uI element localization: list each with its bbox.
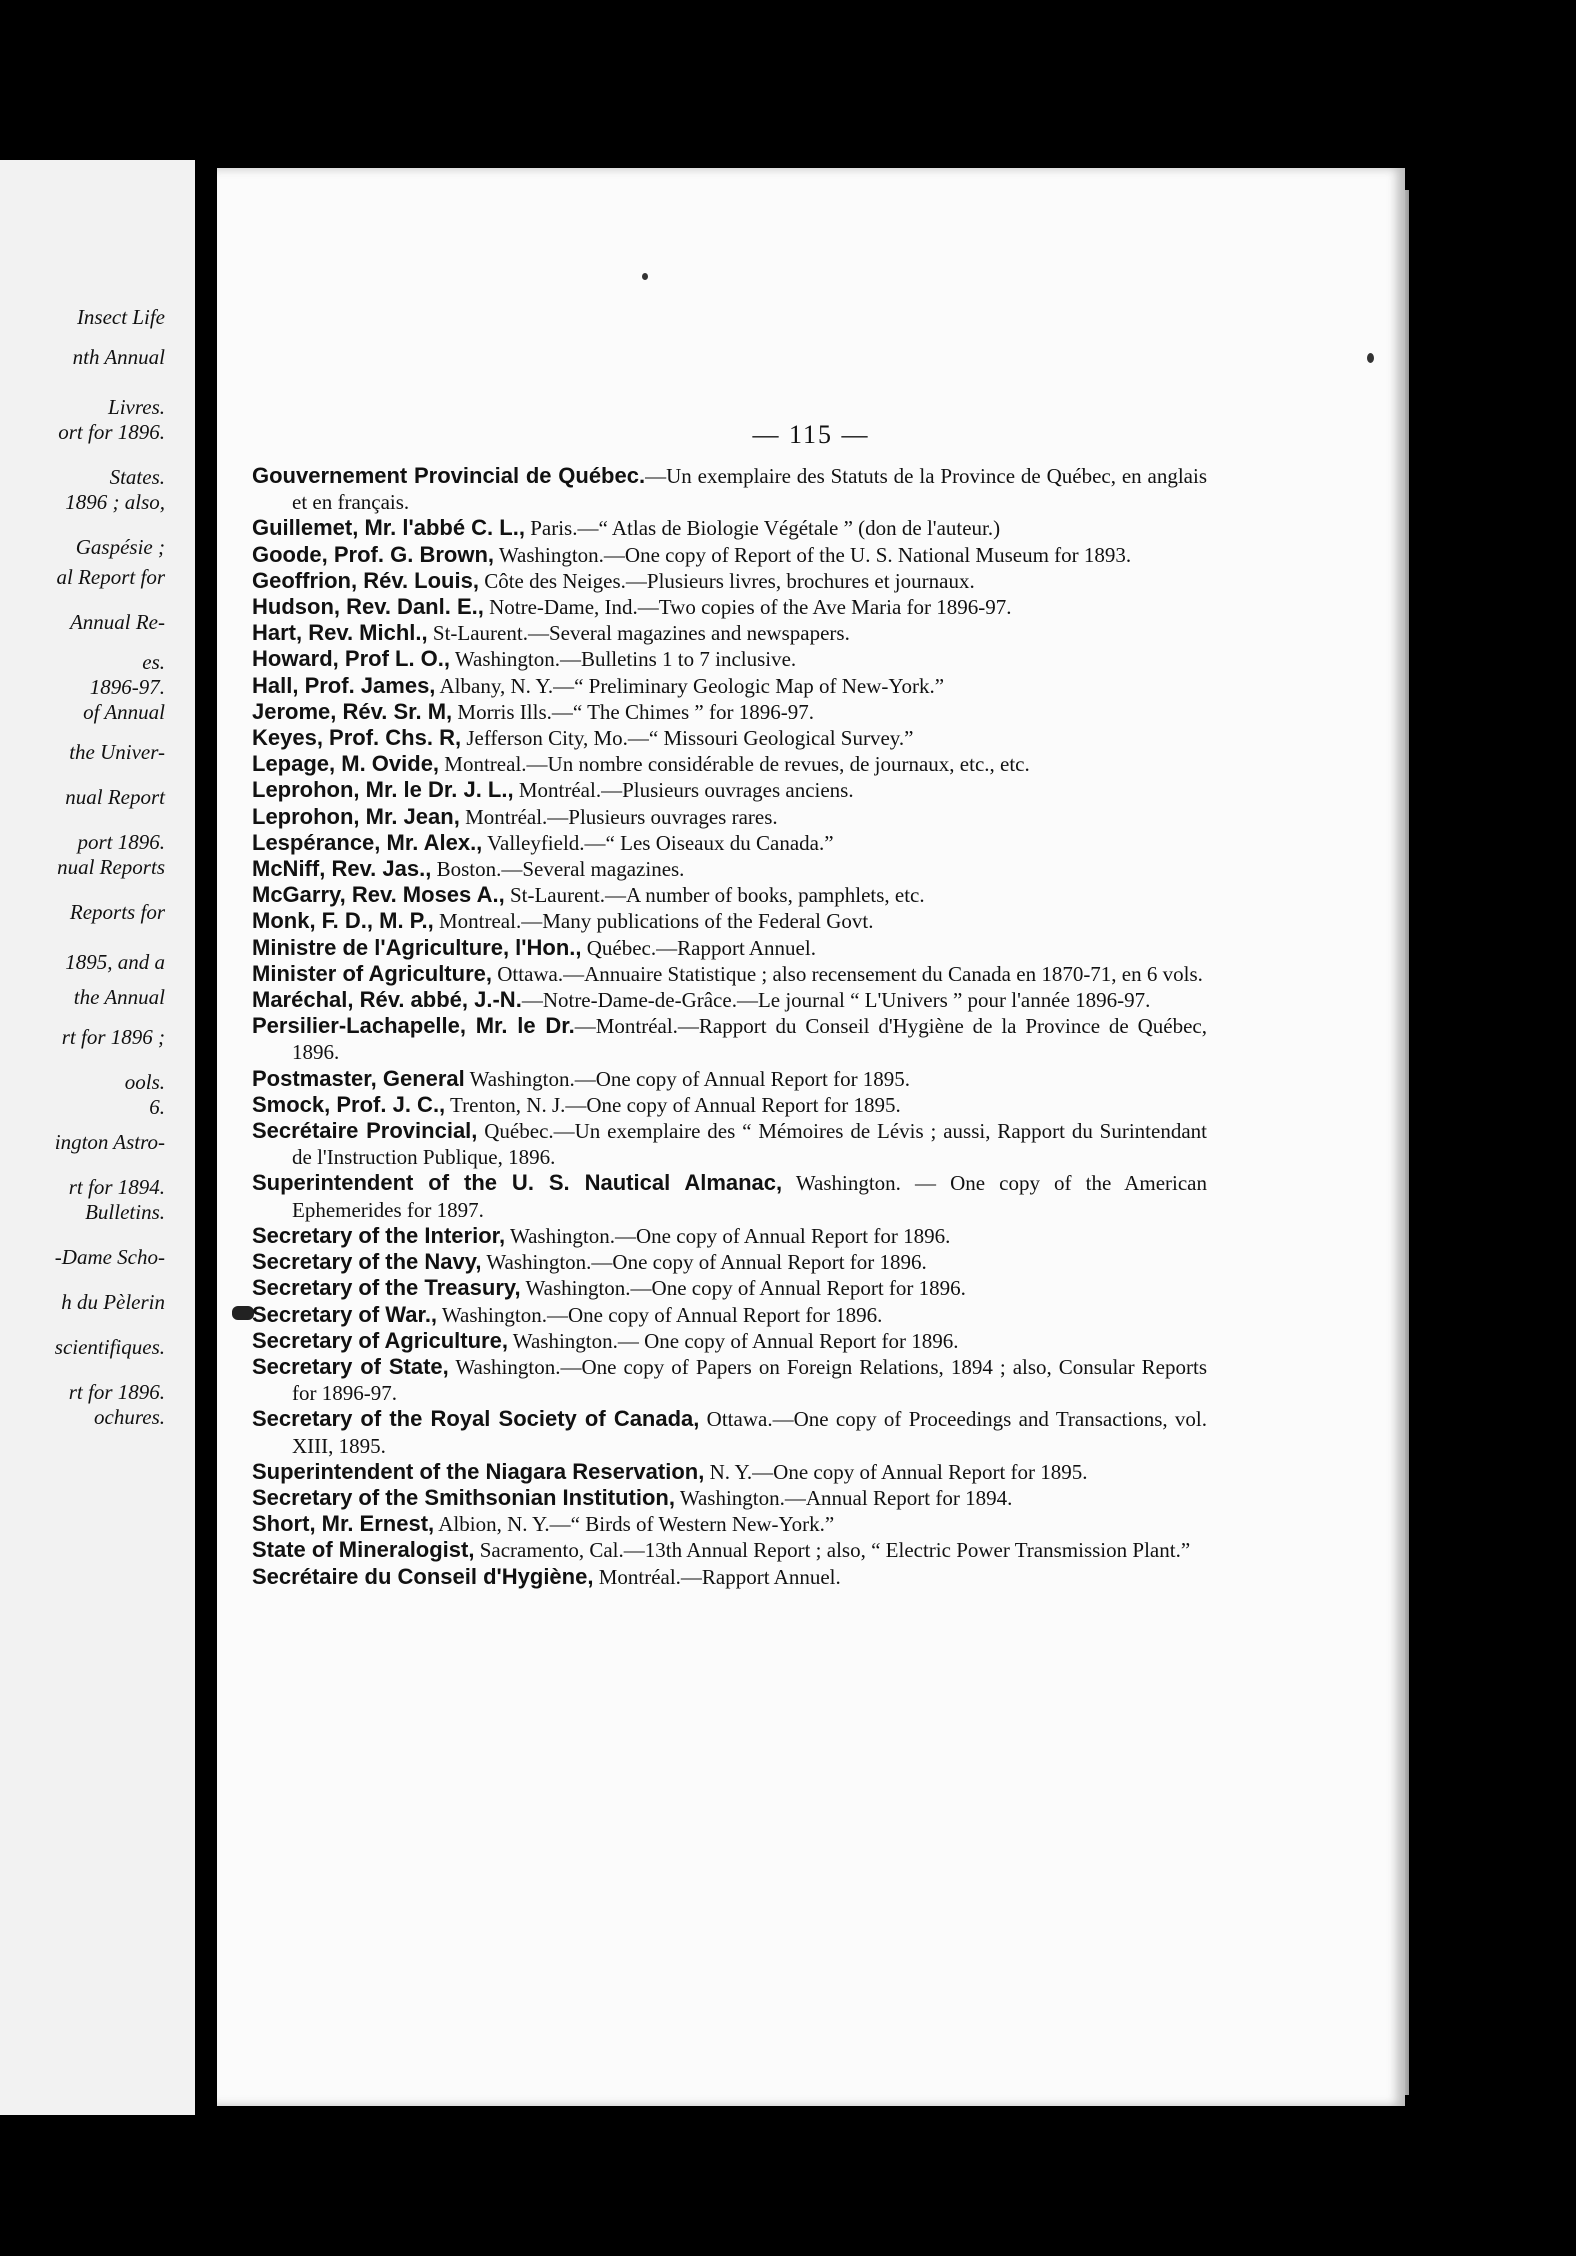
donor-name: Secretary of the Royal Society of Canada,	[252, 1406, 700, 1432]
donation-description: Côte des Neiges.—Plusieurs livres, brochures et journaux.	[478, 568, 975, 593]
donor-entry	[252, 1013, 1207, 1065]
donation-description: Sacramento, Cal.—13th Annual Report ; also, “ Electric Power Transmission Plant.”	[474, 1538, 1191, 1563]
donor-entry	[252, 463, 1207, 515]
donor-entry	[252, 935, 1207, 961]
donor-name: Howard, Prof L. O.,	[252, 646, 451, 672]
left-page-fragment: Annual Re-	[69, 610, 165, 634]
donor-entry	[252, 1170, 1207, 1222]
donor-entry	[252, 751, 1207, 777]
donation-description: Albion, N. Y.—“ Birds of Western New-York.”	[434, 1512, 835, 1537]
donor-name: Lespérance, Mr. Alex.,	[252, 829, 483, 855]
donor-name: Secretary of the Treasury,	[252, 1275, 521, 1301]
donor-entry	[252, 1092, 1207, 1118]
donor-name: Secretary of State,	[252, 1353, 449, 1379]
donor-entry	[252, 542, 1207, 568]
donor-name: Keyes, Prof. Chs. R,	[252, 725, 462, 751]
donor-entry	[252, 882, 1207, 908]
left-page-fragment: Bulletins.	[85, 1200, 165, 1224]
donation-description: Québec.—Rapport Annuel.	[581, 935, 816, 960]
donation-description: Ottawa.—One copy of Proceedings and Transactions, vol. XIII, 1895.	[292, 1407, 1207, 1458]
left-page-fragment: States.	[109, 465, 165, 489]
donation-description: Montréal.—Plusieurs ouvrages rares.	[459, 804, 778, 829]
donor-entry	[252, 961, 1207, 987]
donor-name: Persilier-Lachapelle, Mr. le Dr.	[252, 1013, 575, 1039]
donor-entry	[252, 1328, 1207, 1354]
left-page-fragment: of Annual	[83, 700, 165, 724]
donor-entry	[252, 1275, 1207, 1301]
donor-entry	[252, 856, 1207, 882]
donor-name: McNiff, Rev. Jas.,	[252, 856, 432, 882]
donation-description: Washington.—One copy of Report of the U. S. National Museum for 1893.	[494, 542, 1132, 567]
donor-entry	[252, 1537, 1207, 1563]
donor-name: Hart, Rev. Michl.,	[252, 620, 428, 646]
donor-name: Ministre de l'Agriculture, l'Hon.,	[252, 934, 582, 960]
left-page-fragment: Livres.	[108, 395, 165, 419]
left-page-fragment: ools.	[124, 1070, 165, 1094]
donation-description: —Montréal.—Rapport du Conseil d'Hygiène de la Province de Québec, 1896.	[292, 1014, 1207, 1065]
donor-entry	[252, 646, 1207, 672]
donation-description: Montreal.—Un nombre considérable de revues, de journaux, etc., etc.	[439, 752, 1030, 777]
donor-name: Postmaster, General	[252, 1065, 465, 1091]
left-page-fragment: Reports for	[69, 900, 165, 924]
donor-name: Jerome, Rév. Sr. M,	[252, 698, 453, 724]
donor-name: Secretary of War.,	[252, 1301, 438, 1327]
left-page	[0, 160, 195, 2115]
left-page-fragment: Gaspésie ;	[75, 535, 165, 559]
donor-entry	[252, 1249, 1207, 1275]
donor-name: Hudson, Rev. Danl. E.,	[252, 594, 484, 620]
donor-name: Secretary of the Navy,	[252, 1249, 482, 1275]
donation-description: Montreal.—Many publications of the Federal Govt.	[433, 909, 874, 934]
left-page-fragment: ington Astro-	[54, 1130, 165, 1154]
left-page-fragment: 6.	[149, 1095, 165, 1119]
donor-entry	[252, 1406, 1207, 1458]
left-page-fragment: 1895, and a	[65, 950, 165, 974]
donor-name: Secrétaire Provincial,	[252, 1118, 478, 1144]
donor-name: Secretary of Agriculture,	[252, 1327, 508, 1353]
donor-name: Guillemet, Mr. l'abbé C. L.,	[252, 515, 525, 541]
donor-name: Superintendent of the U. S. Nautical Almanac,	[252, 1170, 783, 1196]
donor-entry	[252, 594, 1207, 620]
donor-entry	[252, 804, 1207, 830]
donor-list	[252, 463, 1207, 1590]
left-page-fragment: es.	[142, 650, 165, 674]
donation-description: Montréal.—Rapport Annuel.	[593, 1564, 841, 1589]
donor-name: Maréchal, Rév. abbé, J.-N.	[252, 987, 522, 1013]
donor-entry	[252, 673, 1207, 699]
ink-blot	[232, 1306, 254, 1320]
donation-description: —Notre-Dame-de-Grâce.—Le journal “ L'Univers ” pour l'année 1896-97.	[521, 988, 1151, 1013]
left-page-fragment: al Report for	[56, 565, 165, 589]
donation-description: St-Laurent.—Several magazines and newspapers.	[427, 621, 850, 646]
donor-name: Monk, F. D., M. P.,	[252, 908, 434, 934]
donor-entry	[252, 725, 1207, 751]
donor-name: Gouvernement Provincial de Québec.	[252, 463, 646, 488]
donation-description: Boston.—Several magazines.	[431, 857, 685, 882]
left-page-fragment: nual Reports	[57, 855, 165, 879]
donor-name: Lepage, M. Ovide,	[252, 751, 440, 777]
donation-description: Québec.—Un exemplaire des “ Mémoires de Lévis ; aussi, Rapport du Surintendant de l'Instruction Publique, 1896.	[292, 1119, 1207, 1170]
donor-entry	[252, 1118, 1207, 1170]
right-page	[217, 168, 1405, 2106]
book-gutter	[195, 160, 217, 2115]
donation-description: Washington.—One copy of Annual Report for 1896.	[520, 1276, 966, 1301]
donation-description: Washington.—Bulletins 1 to 7 inclusive.	[450, 647, 797, 672]
donor-entry	[252, 987, 1207, 1013]
left-page-fragment: the Univer-	[69, 740, 165, 764]
left-page-fragment: nual Report	[65, 785, 165, 809]
speck	[1367, 353, 1374, 363]
left-page-fragment: rt for 1896 ;	[61, 1025, 165, 1049]
left-page-fragment: 1896 ; also,	[65, 490, 165, 514]
left-page-fragment: rt for 1896.	[68, 1380, 165, 1404]
donation-description: Washington.—One copy of Annual Report for 1896.	[505, 1223, 951, 1248]
left-page-fragment: ort for 1896.	[58, 420, 165, 444]
donor-name: McGarry, Rev. Moses A.,	[252, 882, 505, 908]
donor-entry	[252, 1459, 1207, 1485]
donor-entry	[252, 777, 1207, 803]
donation-description: Washington.—One copy of Annual Report for 1896.	[481, 1250, 927, 1275]
page-number: — 115 —	[752, 420, 870, 449]
donation-description: Paris.—“ Atlas de Biologie Végétale ” (don de l'auteur.)	[524, 516, 1001, 541]
left-page-fragment: port 1896.	[77, 830, 165, 854]
donation-description: Morris Ills.—“ The Chimes ” for 1896-97.	[452, 699, 814, 724]
donor-name: Geoffrion, Rév. Louis,	[252, 567, 479, 593]
donor-name: Minister of Agriculture,	[252, 960, 492, 986]
left-page-fragment: ochures.	[94, 1405, 165, 1429]
donor-name: Smock, Prof. J. C.,	[252, 1091, 446, 1117]
donation-description: Montréal.—Plusieurs ouvrages anciens.	[513, 778, 854, 803]
donor-entry	[252, 1354, 1207, 1406]
left-page-fragment: the Annual	[73, 985, 165, 1009]
donation-description: Trenton, N. J.—One copy of Annual Report for 1895.	[445, 1092, 901, 1117]
donor-entry	[252, 908, 1207, 934]
donor-entry	[252, 830, 1207, 856]
donation-description: Jefferson City, Mo.—“ Missouri Geological Survey.”	[461, 726, 914, 751]
donor-entry	[252, 620, 1207, 646]
left-page-fragment: Insect Life	[76, 305, 165, 329]
donation-description: Ottawa.—Annuaire Statistique ; also recensement du Canada en 1870-71, en 6 vols.	[491, 961, 1203, 986]
donation-description: Notre-Dame, Ind.—Two copies of the Ave Maria for 1896-97.	[483, 595, 1012, 620]
left-page-fragment: nth Annual	[72, 345, 165, 369]
donor-entry	[252, 1564, 1207, 1590]
left-page-fragment: h du Pèlerin	[61, 1290, 165, 1314]
donor-name: State of Mineralogist,	[252, 1537, 475, 1563]
donor-name: Leprohon, Mr. Jean,	[252, 803, 460, 829]
donation-description: Washington.—One copy of Papers on Foreign Relations, 1894 ; also, Consular Reports for 1896-97.	[292, 1354, 1207, 1406]
donor-name: Short, Mr. Ernest,	[252, 1511, 435, 1537]
left-page-fragment: 1896-97.	[89, 675, 165, 699]
donor-entry	[252, 1223, 1207, 1249]
donation-description: N. Y.—One copy of Annual Report for 1895.	[704, 1459, 1088, 1484]
donation-description: Washington.—Annual Report for 1894.	[674, 1485, 1013, 1510]
donor-name: Secrétaire du Conseil d'Hygiène,	[252, 1563, 594, 1589]
left-page-fragment: -Dame Scho-	[54, 1245, 165, 1269]
donation-description: Washington.—One copy of Annual Report for 1895.	[464, 1066, 911, 1091]
donor-name: Leprohon, Mr. le Dr. J. L.,	[252, 777, 514, 803]
donor-entry	[252, 515, 1207, 541]
donation-description: Valleyfield.—“ Les Oiseaux du Canada.”	[482, 830, 834, 855]
donation-description: St-Laurent.—A number of books, pamphlets, etc.	[504, 883, 925, 908]
speck	[642, 273, 648, 280]
donor-name: Secretary of the Smithsonian Institution,	[252, 1484, 675, 1510]
donor-name: Superintendent of the Niagara Reservation,	[252, 1458, 705, 1484]
donor-entry	[252, 699, 1207, 725]
donor-name: Goode, Prof. G. Brown,	[252, 541, 494, 567]
donor-entry	[252, 568, 1207, 594]
donor-entry	[252, 1485, 1207, 1511]
donation-description: Washington.—One copy of Annual Report for 1896.	[437, 1302, 883, 1327]
donor-name: Hall, Prof. James,	[252, 672, 436, 698]
donor-entry	[252, 1302, 1207, 1328]
donor-entry	[252, 1066, 1207, 1092]
donation-description: Washington.— One copy of Annual Report for 1896.	[507, 1328, 959, 1353]
donation-description: Washington. — One copy of the American Ephemerides for 1897.	[292, 1171, 1207, 1222]
donation-description: Albany, N. Y.—“ Preliminary Geologic Map of New-York.”	[435, 673, 945, 698]
donation-description: —Un exemplaire des Statuts de la Province de Québec, en anglais et en français.	[292, 464, 1208, 515]
donor-name: Secretary of the Interior,	[252, 1222, 506, 1248]
donor-entry	[252, 1511, 1207, 1537]
left-page-fragment: rt for 1894.	[68, 1175, 165, 1199]
left-page-fragment: scientifiques.	[54, 1335, 165, 1359]
